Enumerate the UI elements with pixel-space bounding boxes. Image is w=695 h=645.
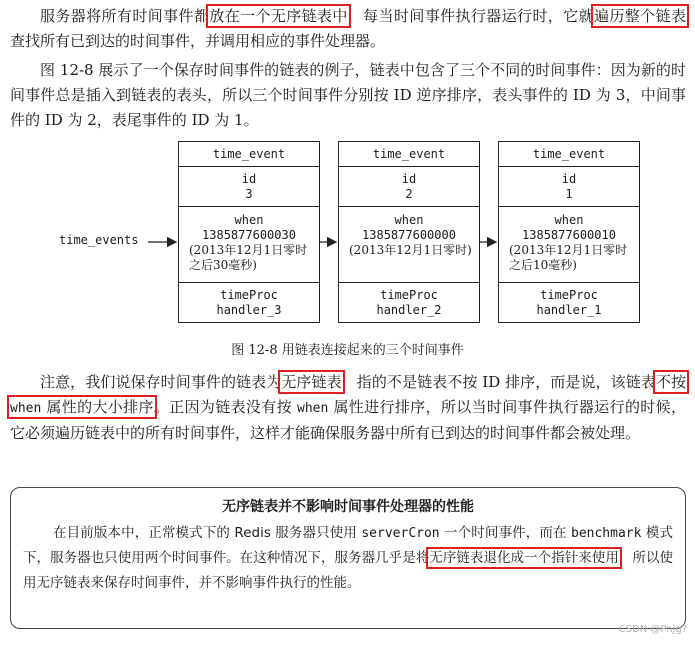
time-event-node-1 bbox=[498, 141, 640, 323]
sidebar-note-box bbox=[10, 487, 686, 629]
id-label: id bbox=[401, 172, 417, 186]
when-value: 1385877600010 bbox=[522, 228, 616, 242]
text: ，所以使用无序链表来保存时间事件，并不影响事件执行的性能。 bbox=[23, 550, 674, 591]
highlight-degenerate-pointer: 无序链表退化成一个指针来使用 bbox=[429, 550, 619, 566]
proc-label: timeProc bbox=[380, 288, 438, 302]
highlight-unordered-list-2: 无序链表 bbox=[281, 373, 342, 391]
when-value: 1385877600000 bbox=[362, 228, 456, 242]
node-when-cell bbox=[339, 206, 479, 282]
highlight-traverse-list: 遍历整个链表 bbox=[594, 7, 686, 25]
proc-value: handler_1 bbox=[536, 303, 602, 317]
node-id-cell bbox=[499, 166, 639, 206]
figure-caption: 图 12-8 用链表连接起来的三个时间事件 bbox=[231, 343, 464, 358]
text: 模式下，服务器也只使用两个时间事件。在这种情况下，服务器几乎是将 bbox=[23, 525, 673, 566]
highlight-unordered-list: 放在一个无序链表中 bbox=[209, 7, 348, 25]
text: 属性进行排序，所以当时间事件执行器运行的时候，它必须遍历链表中的所有时间事件，这样才能确保服务器中所有已到达的时间事件都会被处理。 bbox=[10, 398, 686, 442]
note-body bbox=[23, 521, 673, 596]
text: ，指的不是链表不按 ID 排序，而是说，该链表 bbox=[341, 373, 656, 391]
when-note: (2013年12月1日零时之后30毫秒) bbox=[189, 243, 308, 272]
node-type: time_event bbox=[212, 147, 286, 161]
code-when: when bbox=[10, 401, 42, 416]
text: 属性的大小排序 bbox=[41, 398, 154, 416]
text: 服务器将所有时间事件都 bbox=[40, 7, 210, 25]
when-label: when bbox=[554, 213, 584, 227]
text: 。正因为链表没有按 bbox=[153, 398, 298, 416]
proc-value: handler_2 bbox=[376, 303, 442, 317]
when-value: 1385877600030 bbox=[202, 228, 296, 242]
node-when-cell bbox=[179, 206, 319, 282]
paragraph-figure-description: 图 12-8 展示了一个保存时间事件的链表的例子，链表中包含了三个不同的时间事件：因为新的时间事件总是插入到链表的表头，所以三个时间事件分别按 ID 逆序排序，表头事件的 ID 为 3，中间事件的 ID 为 2，表尾事件的 ID 为 1。 bbox=[10, 61, 686, 129]
text: 在目前版本中，正常模式下的 Redis 服务器只使用 bbox=[53, 525, 362, 541]
id-value: 1 bbox=[565, 187, 573, 201]
time-event-node-2 bbox=[338, 141, 480, 323]
code-benchmark: benchmark bbox=[571, 526, 642, 541]
id-value: 3 bbox=[245, 187, 253, 201]
text: ，每当时间事件执行器运行时，它就 bbox=[347, 7, 595, 25]
note-title: 无序链表并不影响时间事件处理器的性能 bbox=[222, 499, 474, 515]
proc-label: timeProc bbox=[220, 288, 278, 302]
text: 不按 bbox=[655, 373, 686, 391]
proc-label: timeProc bbox=[540, 288, 598, 302]
when-label: when bbox=[394, 213, 424, 227]
paragraph-note bbox=[10, 370, 686, 446]
text: 注意，我们说保存时间事件的链表为 bbox=[40, 373, 282, 391]
node-type: time_event bbox=[372, 147, 446, 161]
id-value: 2 bbox=[405, 187, 413, 201]
code-when: when bbox=[297, 401, 329, 416]
when-note: (2013年12月1日零时之后10毫秒) bbox=[509, 243, 628, 272]
id-label: id bbox=[241, 172, 257, 186]
node-type: time_event bbox=[532, 147, 606, 161]
text: 查找所有已到达的时间事件，并调用相应的事件处理器。 bbox=[10, 32, 386, 50]
node-id-cell bbox=[179, 166, 319, 206]
code-servercron: serverCron bbox=[361, 526, 440, 541]
id-label: id bbox=[561, 172, 577, 186]
text: 一个时间事件，而在 bbox=[439, 525, 571, 541]
node-proc-cell bbox=[339, 282, 479, 322]
time-event-node-3 bbox=[178, 141, 320, 323]
watermark: CSDN @Pnjg? bbox=[618, 624, 687, 635]
when-note: (2013年12月1日零时) bbox=[349, 243, 472, 257]
node-when-cell bbox=[499, 206, 639, 282]
when-label: when bbox=[234, 213, 264, 227]
node-id-cell bbox=[339, 166, 479, 206]
proc-value: handler_3 bbox=[216, 303, 282, 317]
node-proc-cell bbox=[499, 282, 639, 322]
node-proc-cell bbox=[179, 282, 319, 322]
time-events-label: time_events bbox=[59, 233, 139, 247]
